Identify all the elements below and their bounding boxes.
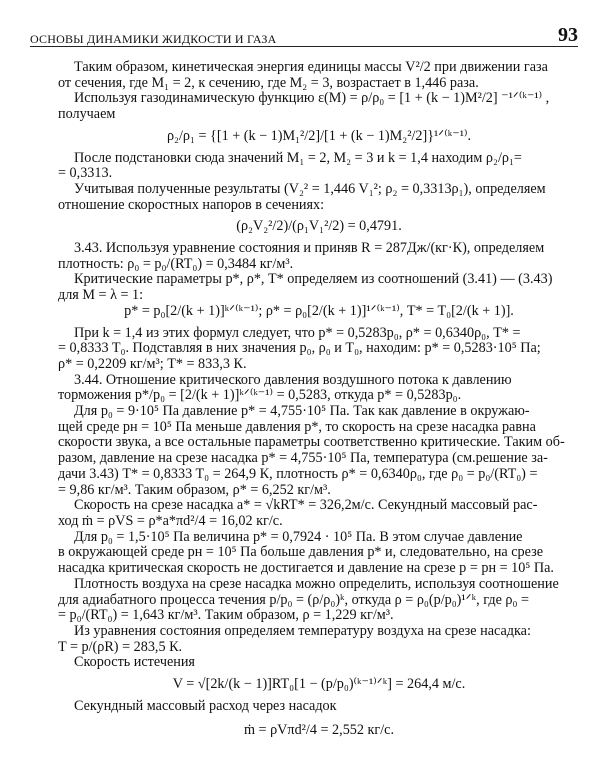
text-line: Таким образом, кинетическая энергия единицы массы V²/2 при движении газа bbox=[74, 59, 548, 75]
formula: ṁ = ρVπd²/4 = 2,552 кг/с. bbox=[243, 722, 395, 739]
text-line: ρ* = 0,2209 кг/м³; T* = 833,3 К. bbox=[58, 355, 247, 372]
text-line: Критические параметры p*, ρ*, T* определяем из соотношений (3.41) — (3.43) bbox=[74, 271, 553, 288]
text-line: Плотность воздуха на срезе насадка можно определить, используя соотношение bbox=[74, 575, 559, 592]
text-line: скорости звука, а все остальные параметры соответственно критические. Таким об- bbox=[58, 434, 565, 451]
problem-3-44: 3.44. Отношение критического давления воздушного потока к давлению bbox=[74, 371, 512, 388]
page-body bbox=[58, 60, 580, 739]
running-header bbox=[30, 24, 578, 48]
formula: ρ₂/ρ₁ = {[1 + (k − 1)M₁²/2]/[1 + (k − 1)M₂²/2]}¹ᐟ⁽ᵏ⁻¹⁾. bbox=[166, 127, 472, 144]
running-title: ОСНОВЫ ДИНАМИКИ ЖИДКОСТИ И ГАЗА bbox=[30, 32, 277, 46]
text-line: Для p₀ = 1,5·10⁵ Па величина p* = 0,7924 · 10⁵ Па. В этом случае давление bbox=[74, 528, 523, 545]
text-line: Скорость истечения bbox=[74, 654, 195, 671]
text-line: = 0,8333 T₀. Подставляя в них значения p₀, ρ₀ и T₀, находим: p* = 0,5283·10⁵ Па; bbox=[58, 340, 541, 357]
text-line: для адиабатного процесса течения p/p₀ = (ρ/ρ₀)ᵏ, откуда ρ = ρ₀(p/p₀)¹ᐟᵏ, где ρ₀ = bbox=[58, 591, 529, 608]
text-line: получаем bbox=[58, 106, 116, 123]
text-line: насадка критическая скорость не достигается и давление на срезе p = pн = 10⁵ Па. bbox=[58, 560, 554, 577]
header-rule bbox=[30, 46, 578, 47]
text-line: щей среде pн = 10⁵ Па меньше давления p*, то скорость на срезе насадка равна bbox=[58, 418, 536, 435]
text-line: Из уравнения состояния определяем температуру воздуха на срезе насадка: bbox=[74, 622, 531, 639]
text-line: T = p/(ρR) = 283,5 К. bbox=[58, 638, 183, 655]
text-line: в окружающей среде pн = 10⁵ Па больше давления p* и, следовательно, на срезе bbox=[58, 544, 544, 561]
text-line: дачи 3.43) T* = 0,8333 T₀ = 264,9 К, плотность ρ* = 0,6340ρ₀, где ρ₀ = p₀/(RT₀) = bbox=[58, 465, 538, 482]
text-line: После подстановки сюда значений M₁ = 2, M₂ = 3 и k = 1,4 находим ρ₂/ρ₁= bbox=[74, 149, 522, 166]
text-line: плотность: ρ₀ = p₀/(RT₀) = 0,3484 кг/м³. bbox=[58, 255, 294, 272]
text-line: Скорость на срезе насадка a* = √kRT* = 326,2м/с. Секундный массовый рас- bbox=[74, 497, 538, 514]
text-line: = p₀/(RT₀) = 1,643 кг/м³. Таким образом, ρ = 1,229 кг/м³. bbox=[58, 607, 394, 624]
text-line: ход ṁ = ρVS = ρ*a*πd²/4 = 16,02 кг/с. bbox=[58, 512, 283, 529]
text-line: Для p₀ = 9·10⁵ Па давление p* = 4,755·10⁵ Па. Так как давление в окружаю- bbox=[74, 403, 530, 420]
text-line: торможения p*/p₀ = [2/(k + 1)]ᵏᐟ⁽ᵏ⁻¹⁾ = 0,5283, откуда p* = 0,5283p₀. bbox=[58, 387, 462, 404]
formula: V = √[2k/(k − 1)]RT₀[1 − (p/p₀)⁽ᵏ⁻¹⁾ᐟᵏ] = 264,4 м/с. bbox=[172, 676, 466, 693]
problem-3-43: 3.43. Используя уравнение состояния и приняв R = 287Дж/(кг·К), определяем bbox=[74, 240, 545, 257]
text-line: отношение скоростных напоров в сечениях: bbox=[58, 196, 325, 213]
text-line: = 0,3313. bbox=[58, 165, 113, 182]
text-line: от сечения, где M₁ = 2, к сечению, где M₂ = 3, возрастает в 1,446 раза. bbox=[58, 74, 479, 91]
page-number: 93 bbox=[558, 24, 578, 46]
text-line: = 9,86 кг/м³. Таким образом, ρ* = 6,252 кг/м³. bbox=[58, 481, 331, 498]
formula: (ρ₂V₂²/2)/(ρ₁V₁²/2) = 0,4791. bbox=[236, 218, 402, 235]
text-line: разом, давление на срезе насадка p* = 4,755·10⁵ Па, температура (см.решение за- bbox=[58, 450, 548, 467]
text-line: Учитывая полученные результаты (V₂² = 1,446 V₁²; ρ₂ = 0,3313ρ₁), определяем bbox=[74, 180, 546, 197]
text-line: для M = λ = 1: bbox=[58, 287, 144, 304]
text-line: Секундный массовый расход через насадок bbox=[74, 697, 337, 714]
formula: p* = p₀[2/(k + 1)]ᵏᐟ⁽ᵏ⁻¹⁾; ρ* = ρ₀[2/(k + 1)]¹ᐟ⁽ᵏ⁻¹⁾, T* = T₀[2/(k + 1)]. bbox=[124, 302, 514, 319]
text-line: При k = 1,4 из этих формул следует, что p* = 0,5283p₀, ρ* = 0,6340ρ₀, T* = bbox=[74, 324, 521, 341]
text-line: Используя газодинамическую функцию ε(M) = ρ/ρ₀ = [1 + (k − 1)M²/2] ⁻¹ᐟ⁽ᵏ⁻¹⁾ , bbox=[74, 90, 550, 107]
